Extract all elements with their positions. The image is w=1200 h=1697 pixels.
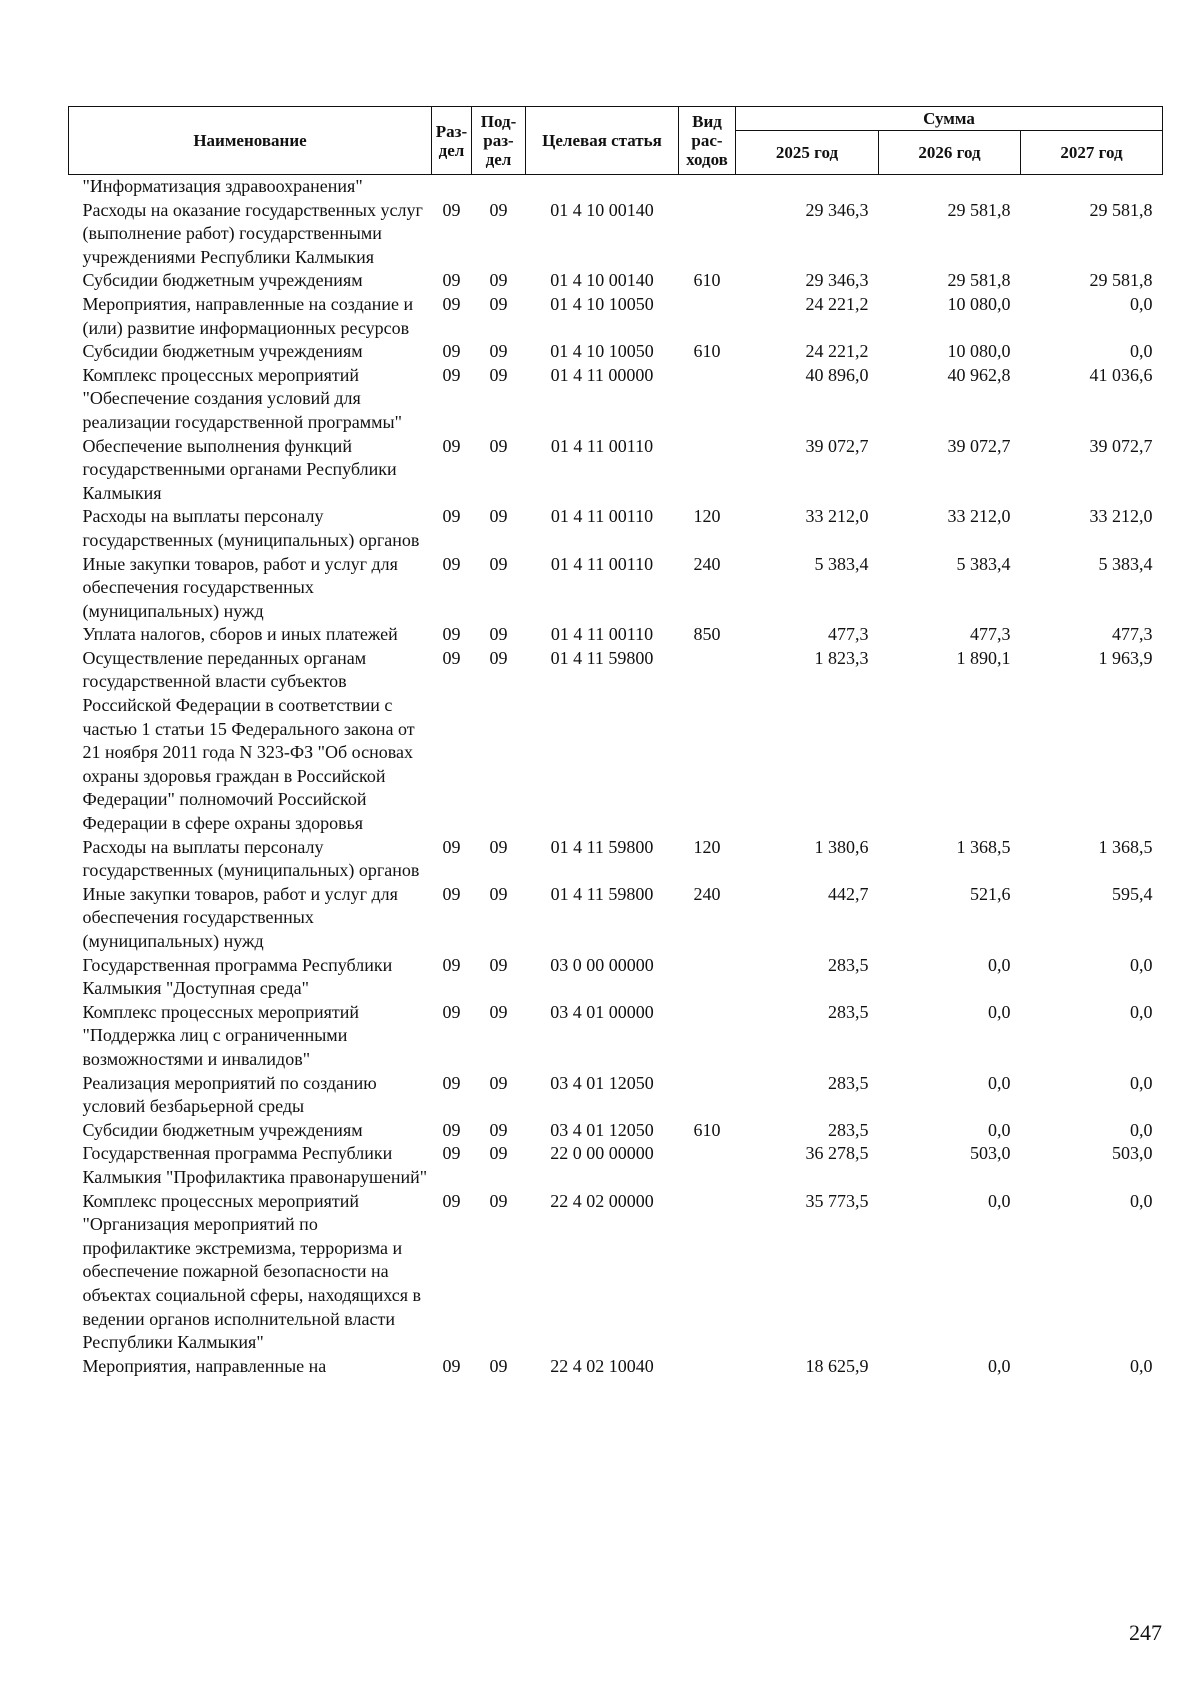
row-celevaya: 01 4 11 00110 (550, 435, 654, 456)
header-2026: 2026 год (879, 131, 1021, 175)
row-vid: 120 (693, 506, 721, 527)
row-sum-2027: 0,0 (1130, 954, 1153, 975)
row-sum-2025: 40 896,0 (805, 364, 869, 385)
row-sum-2026: 29 581,8 (947, 270, 1011, 291)
row-podrazdel: 09 (489, 1001, 508, 1022)
row-vid: 610 (693, 341, 721, 362)
row-razdel: 09 (442, 341, 461, 362)
row-podrazdel: 09 (489, 364, 508, 385)
header-name: Наименование (69, 107, 432, 175)
budget-table (68, 106, 1163, 1378)
row-celevaya: 01 4 11 00110 (550, 553, 654, 574)
row-name: Осуществление переданных органам государственной власти субъектов Российской Федерации в соответствии с частью 1 статьи 15 Федерального закона от 21 ноября 2011 года N 323-ФЗ "Об основах охраны здоровья граждан в Российской Федерации" полномочий Российской Федерации в сфере охраны здоровья (82, 647, 415, 834)
row-celevaya: 01 4 11 00110 (550, 624, 654, 645)
row-razdel: 09 (442, 364, 461, 385)
row-podrazdel: 09 (489, 293, 508, 314)
row-sum-2027: 39 072,7 (1089, 435, 1153, 456)
budget-table-page (68, 106, 1162, 1378)
row-sum-2026: 1 890,1 (956, 647, 1011, 668)
table-body (69, 175, 1163, 1379)
row-sum-2027: 5 383,4 (1098, 553, 1153, 574)
row-sum-2025: 29 346,3 (805, 270, 869, 291)
row-celevaya: 01 4 11 59800 (550, 883, 654, 904)
row-sum-2026: 5 383,4 (956, 553, 1011, 574)
row-podrazdel: 09 (489, 1072, 508, 1093)
page-number: 247 (1129, 1620, 1162, 1645)
row-celevaya: 03 4 01 12050 (550, 1119, 654, 1140)
row-podrazdel: 09 (489, 624, 508, 645)
row-sum-2026: 40 962,8 (947, 364, 1011, 385)
table-row (69, 364, 1163, 435)
row-razdel: 09 (442, 624, 461, 645)
row-name: Государственная программа Республики Калмыкия "Доступная среда" (82, 954, 393, 999)
row-razdel: 09 (442, 1001, 461, 1022)
row-sum-2025: 283,5 (828, 1001, 869, 1022)
row-podrazdel: 09 (489, 435, 508, 456)
row-name: "Информатизация здравоохранения" (82, 176, 363, 196)
row-name: Комплекс процессных мероприятий "Обеспечение создания условий для реализации государственной программы" (82, 364, 402, 432)
row-sum-2025: 29 346,3 (805, 199, 869, 220)
row-sum-2026: 0,0 (988, 1001, 1011, 1022)
row-sum-2025: 283,5 (828, 1119, 869, 1140)
row-sum-2025 (736, 175, 879, 199)
row-name: Мероприятия, направленные на (82, 1355, 327, 1376)
row-sum-2026: 10 080,0 (947, 293, 1011, 314)
row-podrazdel: 09 (489, 1355, 508, 1376)
row-name: Субсидии бюджетным учреждениям (82, 1119, 363, 1140)
header-2027: 2027 год (1021, 131, 1163, 175)
table-row (69, 1355, 1163, 1379)
row-razdel: 09 (442, 270, 461, 291)
row-podrazdel: 09 (489, 270, 508, 291)
row-sum-2027: 503,0 (1112, 1143, 1153, 1164)
table-row (69, 340, 1163, 364)
table-row (69, 269, 1163, 293)
row-razdel: 09 (442, 883, 461, 904)
row-razdel: 09 (442, 836, 461, 857)
row-sum-2026: 0,0 (988, 1072, 1011, 1093)
row-celevaya: 01 4 10 10050 (550, 293, 654, 314)
row-razdel: 09 (442, 1072, 461, 1093)
row-vid: 240 (693, 553, 721, 574)
row-razdel: 09 (442, 506, 461, 527)
row-sum-2026: 503,0 (970, 1143, 1011, 1164)
row-razdel: 09 (442, 647, 461, 668)
row-razdel (432, 175, 472, 199)
row-name: Государственная программа Республики Калмыкия "Профилактика правонарушений" (82, 1143, 428, 1187)
row-sum-2025: 283,5 (828, 1072, 869, 1093)
row-vid (679, 1001, 736, 1072)
row-sum-2027: 41 036,6 (1089, 364, 1153, 385)
table-row (69, 1119, 1163, 1143)
row-sum-2027: 595,4 (1112, 883, 1153, 904)
table-row (69, 435, 1163, 506)
row-celevaya: 03 4 01 12050 (550, 1072, 654, 1093)
row-sum-2026 (879, 175, 1021, 199)
row-sum-2025: 39 072,7 (805, 435, 869, 456)
row-vid (679, 199, 736, 270)
row-sum-2026: 0,0 (988, 1355, 1011, 1376)
row-name: Комплекс процессных мероприятий "Организация мероприятий по профилактике экстремизма, терроризма и обеспечение пожарной безопасности на объектах социальной сферы, находящихся в ведении органов исполнительной власти Республики Калмыкия" (82, 1190, 422, 1353)
row-sum-2025: 5 383,4 (814, 553, 869, 574)
row-sum-2027: 0,0 (1130, 1119, 1153, 1140)
row-razdel: 09 (442, 954, 461, 975)
row-sum-2025: 24 221,2 (805, 341, 869, 362)
table-row (69, 836, 1163, 883)
row-razdel: 09 (442, 435, 461, 456)
row-name: Обеспечение выполнения функций государственными органами Республики Калмыкия (82, 435, 397, 503)
row-sum-2026: 0,0 (988, 1190, 1011, 1211)
row-celevaya: 01 4 10 00140 (550, 199, 654, 220)
row-sum-2027: 0,0 (1130, 1001, 1153, 1022)
row-vid (679, 1190, 736, 1355)
row-name: Иные закупки товаров, работ и услуг для обеспечения государственных (муниципальных) нужд (82, 553, 398, 621)
row-podrazdel (472, 175, 526, 199)
row-name: Комплекс процессных мероприятий "Поддержка лиц с ограниченными возможностями и инвалидов" (82, 1001, 360, 1069)
row-vid (679, 1142, 736, 1189)
table-row (69, 199, 1163, 270)
row-name: Расходы на выплаты персоналу государственных (муниципальных) органов (82, 836, 420, 881)
row-vid: 120 (693, 836, 721, 857)
header-podrazdel: Под-раз-дел (472, 107, 526, 175)
row-celevaya: 22 0 00 00000 (550, 1143, 654, 1164)
table-row (69, 623, 1163, 647)
row-sum-2025: 18 625,9 (805, 1355, 869, 1376)
row-sum-2025: 1 823,3 (814, 647, 869, 668)
row-vid: 610 (693, 1119, 721, 1140)
row-celevaya: 22 4 02 10040 (550, 1355, 654, 1376)
row-name: Субсидии бюджетным учреждениям (82, 270, 363, 291)
row-celevaya: 01 4 11 59800 (550, 836, 654, 857)
row-sum-2026: 1 368,5 (956, 836, 1011, 857)
row-sum-2027: 0,0 (1130, 1190, 1153, 1211)
row-razdel: 09 (442, 1190, 461, 1211)
row-vid: 240 (693, 883, 721, 904)
row-podrazdel: 09 (489, 954, 508, 975)
row-sum-2025: 35 773,5 (805, 1190, 869, 1211)
row-sum-2026: 10 080,0 (947, 341, 1011, 362)
header-summa: Сумма (736, 107, 1163, 131)
row-podrazdel: 09 (489, 647, 508, 668)
row-razdel: 09 (442, 199, 461, 220)
row-sum-2026: 33 212,0 (947, 506, 1011, 527)
row-sum-2027: 477,3 (1112, 624, 1153, 645)
table-row (69, 1072, 1163, 1119)
row-celevaya: 01 4 10 00140 (550, 270, 654, 291)
row-celevaya: 03 0 00 00000 (550, 954, 654, 975)
table-row (69, 954, 1163, 1001)
row-razdel: 09 (442, 293, 461, 314)
row-razdel: 09 (442, 1119, 461, 1140)
table-row (69, 647, 1163, 836)
row-vid: 610 (693, 270, 721, 291)
row-name: Субсидии бюджетным учреждениям (82, 341, 363, 362)
row-name: Иные закупки товаров, работ и услуг для обеспечения государственных (муниципальных) нужд (82, 883, 398, 951)
row-sum-2026: 39 072,7 (947, 435, 1011, 456)
header-2025: 2025 год (736, 131, 879, 175)
row-celevaya: 01 4 11 00000 (550, 364, 654, 385)
row-vid (679, 954, 736, 1001)
row-sum-2027: 1 368,5 (1098, 836, 1153, 857)
header-vid: Вид рас-ходов (679, 107, 736, 175)
header-celevaya: Целевая статья (526, 107, 679, 175)
row-sum-2027: 1 963,9 (1098, 647, 1153, 668)
row-sum-2025: 442,7 (828, 883, 869, 904)
table-header (69, 107, 1163, 175)
row-podrazdel: 09 (489, 199, 508, 220)
row-sum-2026: 0,0 (988, 954, 1011, 975)
row-sum-2027: 29 581,8 (1089, 199, 1153, 220)
table-row (69, 1190, 1163, 1355)
header-razdel: Раз-дел (432, 107, 472, 175)
table-row (69, 883, 1163, 954)
row-vid (679, 647, 736, 836)
row-podrazdel: 09 (489, 553, 508, 574)
row-sum-2025: 24 221,2 (805, 293, 869, 314)
row-razdel: 09 (442, 553, 461, 574)
row-name: Расходы на оказание государственных услуг (выполнение работ) государственными учреждениями Республики Калмыкия (82, 199, 423, 267)
table-row (69, 175, 1163, 199)
row-sum-2025: 33 212,0 (805, 506, 869, 527)
row-vid (679, 1072, 736, 1119)
table-row (69, 293, 1163, 340)
row-sum-2027 (1021, 175, 1163, 199)
table-row (69, 553, 1163, 624)
row-sum-2027: 0,0 (1130, 341, 1153, 362)
row-celevaya: 01 4 11 00110 (550, 506, 654, 527)
row-name: Мероприятия, направленные на создание и (или) развитие информационных ресурсов (82, 293, 414, 338)
row-sum-2026: 477,3 (970, 624, 1011, 645)
row-sum-2025: 36 278,5 (805, 1143, 869, 1164)
row-vid: 850 (693, 624, 721, 645)
row-podrazdel: 09 (489, 1119, 508, 1140)
row-vid (679, 293, 736, 340)
row-sum-2027: 33 212,0 (1089, 506, 1153, 527)
row-name: Уплата налогов, сборов и иных платежей (82, 624, 398, 645)
row-vid (679, 364, 736, 435)
row-podrazdel: 09 (489, 1143, 508, 1164)
row-sum-2027: 0,0 (1130, 1072, 1153, 1093)
row-podrazdel: 09 (489, 1190, 508, 1211)
row-vid (679, 175, 736, 199)
row-sum-2027: 0,0 (1130, 1355, 1153, 1376)
row-celevaya: 22 4 02 00000 (550, 1190, 654, 1211)
table-row (69, 1142, 1163, 1189)
row-sum-2027: 29 581,8 (1089, 270, 1153, 291)
table-row (69, 1001, 1163, 1072)
row-celevaya: 03 4 01 00000 (550, 1001, 654, 1022)
row-sum-2026: 29 581,8 (947, 199, 1011, 220)
row-name: Реализация мероприятий по созданию условий безбарьерной среды (82, 1072, 377, 1117)
row-sum-2025: 1 380,6 (814, 836, 869, 857)
row-sum-2025: 477,3 (828, 624, 869, 645)
row-name: Расходы на выплаты персоналу государственных (муниципальных) органов (82, 506, 420, 550)
row-podrazdel: 09 (489, 836, 508, 857)
row-podrazdel: 09 (489, 883, 508, 904)
row-celevaya (526, 175, 679, 199)
row-razdel: 09 (442, 1355, 461, 1376)
row-celevaya: 01 4 10 10050 (550, 341, 654, 362)
row-vid (679, 1355, 736, 1379)
row-sum-2025: 283,5 (828, 954, 869, 975)
table-row (69, 505, 1163, 552)
row-celevaya: 01 4 11 59800 (550, 647, 654, 668)
row-sum-2027: 0,0 (1130, 293, 1153, 314)
row-razdel: 09 (442, 1143, 461, 1164)
row-vid (679, 435, 736, 506)
row-sum-2026: 0,0 (988, 1119, 1011, 1140)
row-podrazdel: 09 (489, 341, 508, 362)
row-podrazdel: 09 (489, 506, 508, 527)
row-sum-2026: 521,6 (970, 883, 1011, 904)
